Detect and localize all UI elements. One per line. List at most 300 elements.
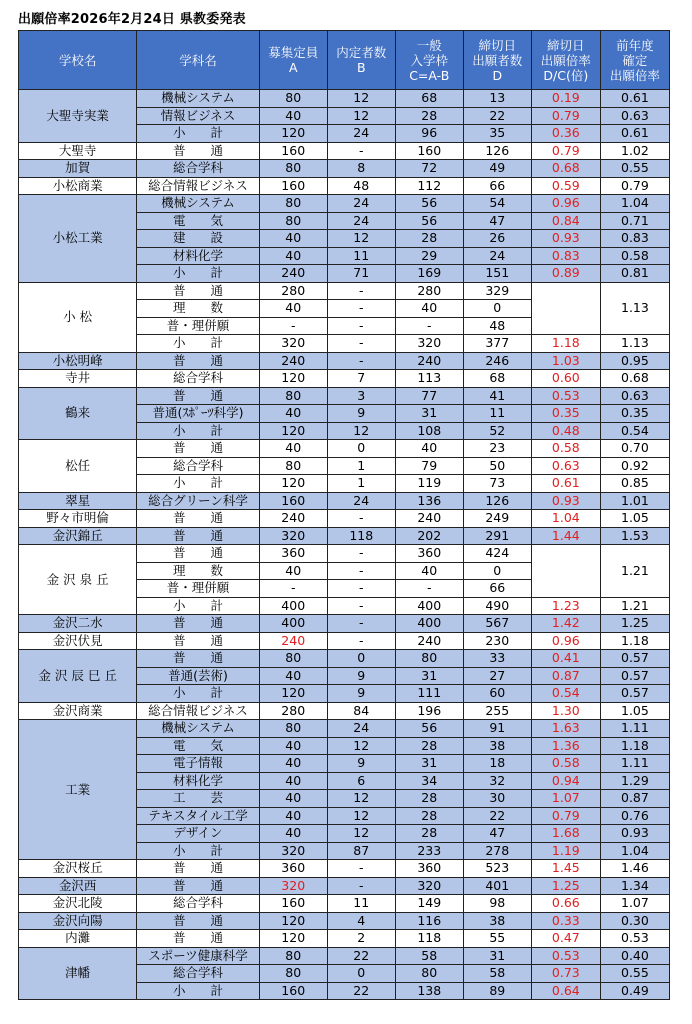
- department-cell: 普 通: [137, 912, 259, 930]
- department-cell: 普・理併願: [137, 580, 259, 598]
- admitted-cell: 9: [327, 755, 395, 773]
- quota-cell: 120: [259, 930, 327, 948]
- table-row: [19, 387, 670, 405]
- school-name-cell: 金 沢 辰 巳 丘: [19, 650, 137, 703]
- school-name-cell: 金沢伏見: [19, 632, 137, 650]
- ratio-cell: 1.30: [531, 702, 600, 720]
- general-slots-cell: 34: [395, 772, 463, 790]
- header-applicants: 締切日 出願者数 D: [463, 31, 531, 90]
- department-cell: 普通(ｽﾎﾟｰﾂ科学): [137, 405, 259, 423]
- ratio-cell: 0.19: [531, 90, 600, 108]
- quota-cell: 160: [259, 177, 327, 195]
- quota-cell: 240: [259, 265, 327, 283]
- applicants-cell: 11: [463, 405, 531, 423]
- prev-ratio-cell: 0.55: [600, 160, 669, 178]
- ratio-cell: 0.68: [531, 160, 600, 178]
- ratio-cell: 0.73: [531, 965, 600, 983]
- ratio-cell: 0.35: [531, 405, 600, 423]
- admitted-cell: 22: [327, 982, 395, 1000]
- admitted-cell: 48: [327, 177, 395, 195]
- department-cell: 普 通: [137, 440, 259, 458]
- admitted-cell: 2: [327, 930, 395, 948]
- department-cell: 総合学科: [137, 965, 259, 983]
- general-slots-cell: 119: [395, 475, 463, 493]
- applicants-cell: 41: [463, 387, 531, 405]
- general-slots-cell: 40: [395, 440, 463, 458]
- general-slots-cell: 116: [395, 912, 463, 930]
- department-cell: デザイン: [137, 825, 259, 843]
- quota-cell: 40: [259, 247, 327, 265]
- prev-ratio-cell: 0.87: [600, 790, 669, 808]
- table-row: [19, 545, 670, 563]
- applicants-cell: 66: [463, 580, 531, 598]
- ratio-cell: 0.36: [531, 125, 600, 143]
- general-slots-cell: 31: [395, 667, 463, 685]
- department-cell: 普 通: [137, 930, 259, 948]
- general-slots-cell: 160: [395, 142, 463, 160]
- department-cell: 普 通: [137, 545, 259, 563]
- applicants-cell: 126: [463, 492, 531, 510]
- prev-ratio-cell: 1.29: [600, 772, 669, 790]
- general-slots-cell: 360: [395, 860, 463, 878]
- prev-ratio-cell: 1.05: [600, 702, 669, 720]
- department-cell: 電 気: [137, 737, 259, 755]
- table-row: [19, 930, 670, 948]
- quota-cell: 360: [259, 545, 327, 563]
- applicants-cell: 401: [463, 877, 531, 895]
- school-name-cell: 工業: [19, 720, 137, 860]
- prev-ratio-cell: 0.81: [600, 265, 669, 283]
- applicants-cell: 24: [463, 247, 531, 265]
- quota-cell: 40: [259, 790, 327, 808]
- quota-cell: 120: [259, 685, 327, 703]
- quota-cell: 280: [259, 282, 327, 300]
- applicants-cell: 523: [463, 860, 531, 878]
- quota-cell: 120: [259, 912, 327, 930]
- prev-ratio-cell-merged: 1.13: [600, 282, 669, 335]
- applicants-cell: 68: [463, 370, 531, 388]
- general-slots-cell: 233: [395, 842, 463, 860]
- department-cell: 総合学科: [137, 457, 259, 475]
- general-slots-cell: 40: [395, 300, 463, 318]
- department-cell: 機械システム: [137, 720, 259, 738]
- department-cell: 電 気: [137, 212, 259, 230]
- admitted-cell: 9: [327, 685, 395, 703]
- school-name-cell: 金沢二水: [19, 615, 137, 633]
- table-row: [19, 860, 670, 878]
- ratio-cell: 0.64: [531, 982, 600, 1000]
- prev-ratio-cell: 0.83: [600, 230, 669, 248]
- department-cell: 普 通: [137, 860, 259, 878]
- admitted-cell: 87: [327, 842, 395, 860]
- department-cell: 普 通: [137, 282, 259, 300]
- prev-ratio-cell: 0.85: [600, 475, 669, 493]
- applicants-cell: 249: [463, 510, 531, 528]
- ratio-cell: 1.19: [531, 842, 600, 860]
- ratio-cell: 0.58: [531, 755, 600, 773]
- applicants-cell: 60: [463, 685, 531, 703]
- general-slots-cell: 196: [395, 702, 463, 720]
- general-slots-cell: 28: [395, 807, 463, 825]
- quota-cell: 40: [259, 405, 327, 423]
- ratio-cell: 1.68: [531, 825, 600, 843]
- general-slots-cell: 56: [395, 195, 463, 213]
- admitted-cell: -: [327, 300, 395, 318]
- quota-cell: -: [259, 580, 327, 598]
- prev-ratio-cell: 1.18: [600, 632, 669, 650]
- admitted-cell: 24: [327, 720, 395, 738]
- ratio-cell: 0.84: [531, 212, 600, 230]
- ratio-cell: 0.87: [531, 667, 600, 685]
- quota-cell: 40: [259, 825, 327, 843]
- school-name-cell: 鶴来: [19, 387, 137, 440]
- prev-ratio-cell: 1.21: [600, 597, 669, 615]
- general-slots-cell: 28: [395, 825, 463, 843]
- table-row: [19, 195, 670, 213]
- admitted-cell: 8: [327, 160, 395, 178]
- ratio-cell: 1.07: [531, 790, 600, 808]
- department-cell: 理 数: [137, 562, 259, 580]
- department-cell: 普 通: [137, 877, 259, 895]
- quota-cell: 40: [259, 107, 327, 125]
- school-name-cell: 翠星: [19, 492, 137, 510]
- general-slots-cell: 108: [395, 422, 463, 440]
- ratio-cell: 0.53: [531, 947, 600, 965]
- ratio-cell: 0.89: [531, 265, 600, 283]
- page-title: 出願倍率2026年2月24日 県教委発表: [18, 12, 246, 27]
- quota-cell: 160: [259, 895, 327, 913]
- quota-cell: 80: [259, 965, 327, 983]
- applicants-cell: 52: [463, 422, 531, 440]
- ratio-cell: 0.94: [531, 772, 600, 790]
- general-slots-cell: -: [395, 317, 463, 335]
- general-slots-cell: 149: [395, 895, 463, 913]
- header-quota: 募集定員 A: [259, 31, 327, 90]
- quota-cell: 40: [259, 737, 327, 755]
- department-cell: 建 設: [137, 230, 259, 248]
- admitted-cell: 12: [327, 825, 395, 843]
- admitted-cell: -: [327, 335, 395, 353]
- prev-ratio-cell: 1.53: [600, 527, 669, 545]
- department-cell: 普 通: [137, 142, 259, 160]
- prev-ratio-cell: 0.35: [600, 405, 669, 423]
- applicants-cell: 66: [463, 177, 531, 195]
- admitted-cell: 9: [327, 667, 395, 685]
- department-cell: 小 計: [137, 335, 259, 353]
- applicants-cell: 89: [463, 982, 531, 1000]
- school-name-cell: 松任: [19, 440, 137, 493]
- header-general-slots: 一般 入学枠 C=A-B: [395, 31, 463, 90]
- ratio-cell: 0.61: [531, 475, 600, 493]
- prev-ratio-cell: 1.04: [600, 195, 669, 213]
- prev-ratio-cell: 0.58: [600, 247, 669, 265]
- general-slots-cell: 80: [395, 650, 463, 668]
- prev-ratio-cell: 0.53: [600, 930, 669, 948]
- applicants-cell: 33: [463, 650, 531, 668]
- admitted-cell: 12: [327, 807, 395, 825]
- table-row: [19, 510, 670, 528]
- admitted-cell: 12: [327, 790, 395, 808]
- general-slots-cell: 360: [395, 545, 463, 563]
- header-department: 学科名: [137, 31, 259, 90]
- department-cell: 材料化学: [137, 247, 259, 265]
- table-row: [19, 632, 670, 650]
- quota-cell: 80: [259, 160, 327, 178]
- applicants-cell: 230: [463, 632, 531, 650]
- applicants-cell: 35: [463, 125, 531, 143]
- department-cell: 普 通: [137, 615, 259, 633]
- applicants-cell: 50: [463, 457, 531, 475]
- department-cell: テキスタイル工学: [137, 807, 259, 825]
- general-slots-cell: 79: [395, 457, 463, 475]
- application-ratio-table: [18, 30, 670, 1000]
- quota-cell: 320: [259, 877, 327, 895]
- department-cell: 総合情報ビジネス: [137, 702, 259, 720]
- applicants-cell: 567: [463, 615, 531, 633]
- quota-cell: 280: [259, 702, 327, 720]
- applicants-cell: 13: [463, 90, 531, 108]
- general-slots-cell: 72: [395, 160, 463, 178]
- school-name-cell: 大聖寺: [19, 142, 137, 160]
- prev-ratio-cell: 0.57: [600, 667, 669, 685]
- general-slots-cell: 320: [395, 877, 463, 895]
- admitted-cell: -: [327, 632, 395, 650]
- table-row: [19, 702, 670, 720]
- ratio-cell: 1.03: [531, 352, 600, 370]
- admitted-cell: 7: [327, 370, 395, 388]
- applicants-cell: 47: [463, 825, 531, 843]
- general-slots-cell: 118: [395, 930, 463, 948]
- quota-cell: 360: [259, 860, 327, 878]
- quota-cell: 40: [259, 300, 327, 318]
- prev-ratio-cell: 0.79: [600, 177, 669, 195]
- quota-cell: 400: [259, 597, 327, 615]
- general-slots-cell: 31: [395, 755, 463, 773]
- quota-cell: 80: [259, 650, 327, 668]
- school-name-cell: 金沢北陵: [19, 895, 137, 913]
- admitted-cell: -: [327, 142, 395, 160]
- prev-ratio-cell: 0.61: [600, 90, 669, 108]
- department-cell: 総合学科: [137, 895, 259, 913]
- quota-cell: 120: [259, 475, 327, 493]
- quota-cell: 400: [259, 615, 327, 633]
- quota-cell: 120: [259, 370, 327, 388]
- school-name-cell: 金沢桜丘: [19, 860, 137, 878]
- applicants-cell: 55: [463, 930, 531, 948]
- department-cell: 電子情報: [137, 755, 259, 773]
- general-slots-cell: 113: [395, 370, 463, 388]
- ratio-cell: 0.93: [531, 492, 600, 510]
- prev-ratio-cell: 1.11: [600, 755, 669, 773]
- general-slots-cell: 400: [395, 597, 463, 615]
- department-cell: 工 芸: [137, 790, 259, 808]
- admitted-cell: -: [327, 615, 395, 633]
- general-slots-cell: 28: [395, 107, 463, 125]
- applicants-cell: 377: [463, 335, 531, 353]
- school-name-cell: 小松工業: [19, 195, 137, 283]
- admitted-cell: 4: [327, 912, 395, 930]
- quota-cell: 80: [259, 195, 327, 213]
- admitted-cell: -: [327, 282, 395, 300]
- quota-cell: 80: [259, 947, 327, 965]
- ratio-cell: 0.79: [531, 142, 600, 160]
- department-cell: 普・理併願: [137, 317, 259, 335]
- department-cell: 小 計: [137, 422, 259, 440]
- ratio-cell: 0.60: [531, 370, 600, 388]
- department-cell: 機械システム: [137, 90, 259, 108]
- ratio-cell: 1.36: [531, 737, 600, 755]
- ratio-cell-merged: [531, 545, 600, 598]
- general-slots-cell: 28: [395, 737, 463, 755]
- admitted-cell: 1: [327, 457, 395, 475]
- quota-cell: 320: [259, 842, 327, 860]
- general-slots-cell: 136: [395, 492, 463, 510]
- ratio-cell: 0.79: [531, 107, 600, 125]
- department-cell: 普 通: [137, 650, 259, 668]
- quota-cell: 80: [259, 90, 327, 108]
- quota-cell: 40: [259, 562, 327, 580]
- school-name-cell: 野々市明倫: [19, 510, 137, 528]
- quota-cell: 80: [259, 212, 327, 230]
- table-row: [19, 370, 670, 388]
- quota-cell: 40: [259, 807, 327, 825]
- prev-ratio-cell: 0.93: [600, 825, 669, 843]
- table-row: [19, 492, 670, 510]
- applicants-cell: 26: [463, 230, 531, 248]
- applicants-cell: 246: [463, 352, 531, 370]
- applicants-cell: 30: [463, 790, 531, 808]
- admitted-cell: 12: [327, 737, 395, 755]
- prev-ratio-cell: 0.68: [600, 370, 669, 388]
- header-admitted: 内定者数 B: [327, 31, 395, 90]
- applicants-cell: 22: [463, 107, 531, 125]
- ratio-cell: 0.66: [531, 895, 600, 913]
- general-slots-cell: 400: [395, 615, 463, 633]
- general-slots-cell: 28: [395, 230, 463, 248]
- applicants-cell: 22: [463, 807, 531, 825]
- applicants-cell: 18: [463, 755, 531, 773]
- ratio-cell: 0.96: [531, 195, 600, 213]
- table-row: [19, 615, 670, 633]
- admitted-cell: 0: [327, 440, 395, 458]
- general-slots-cell: 56: [395, 212, 463, 230]
- quota-cell: -: [259, 317, 327, 335]
- department-cell: 普 通: [137, 527, 259, 545]
- school-name-cell: 金沢錦丘: [19, 527, 137, 545]
- department-cell: 小 計: [137, 685, 259, 703]
- applicants-cell: 23: [463, 440, 531, 458]
- applicants-cell: 47: [463, 212, 531, 230]
- prev-ratio-cell: 1.01: [600, 492, 669, 510]
- admitted-cell: 22: [327, 947, 395, 965]
- department-cell: 小 計: [137, 982, 259, 1000]
- applicants-cell: 38: [463, 737, 531, 755]
- table-row: [19, 527, 670, 545]
- quota-cell: 40: [259, 772, 327, 790]
- school-name-cell: 大聖寺実業: [19, 90, 137, 143]
- prev-ratio-cell-merged: 1.21: [600, 545, 669, 598]
- department-cell: 普 通: [137, 387, 259, 405]
- applicants-cell: 98: [463, 895, 531, 913]
- general-slots-cell: 40: [395, 562, 463, 580]
- prev-ratio-cell: 0.54: [600, 422, 669, 440]
- quota-cell: 320: [259, 527, 327, 545]
- admitted-cell: 12: [327, 230, 395, 248]
- general-slots-cell: 28: [395, 790, 463, 808]
- department-cell: 普通(芸術): [137, 667, 259, 685]
- ratio-cell: 1.44: [531, 527, 600, 545]
- quota-cell: 80: [259, 720, 327, 738]
- ratio-cell: 0.41: [531, 650, 600, 668]
- department-cell: 総合学科: [137, 160, 259, 178]
- quota-cell: 160: [259, 492, 327, 510]
- table-row: [19, 142, 670, 160]
- admitted-cell: 24: [327, 212, 395, 230]
- admitted-cell: -: [327, 352, 395, 370]
- school-name-cell: 寺井: [19, 370, 137, 388]
- school-name-cell: 小松商業: [19, 177, 137, 195]
- ratio-cell: 0.93: [531, 230, 600, 248]
- ratio-cell: 0.33: [531, 912, 600, 930]
- admitted-cell: 12: [327, 107, 395, 125]
- school-name-cell: 金沢商業: [19, 702, 137, 720]
- prev-ratio-cell: 1.46: [600, 860, 669, 878]
- school-name-cell: 津幡: [19, 947, 137, 1000]
- table-row: [19, 177, 670, 195]
- applicants-cell: 126: [463, 142, 531, 160]
- prev-ratio-cell: 1.13: [600, 335, 669, 353]
- prev-ratio-cell: 0.57: [600, 650, 669, 668]
- applicants-cell: 54: [463, 195, 531, 213]
- general-slots-cell: 29: [395, 247, 463, 265]
- school-name-cell: 金沢西: [19, 877, 137, 895]
- quota-cell: 40: [259, 230, 327, 248]
- school-name-cell: 内灘: [19, 930, 137, 948]
- prev-ratio-cell: 0.95: [600, 352, 669, 370]
- quota-cell: 160: [259, 142, 327, 160]
- admitted-cell: 3: [327, 387, 395, 405]
- quota-cell: 120: [259, 125, 327, 143]
- quota-cell: 160: [259, 982, 327, 1000]
- general-slots-cell: -: [395, 580, 463, 598]
- general-slots-cell: 169: [395, 265, 463, 283]
- prev-ratio-cell: 1.25: [600, 615, 669, 633]
- department-cell: 普 通: [137, 352, 259, 370]
- admitted-cell: 118: [327, 527, 395, 545]
- department-cell: 小 計: [137, 265, 259, 283]
- admitted-cell: 0: [327, 650, 395, 668]
- department-cell: 小 計: [137, 597, 259, 615]
- applicants-cell: 27: [463, 667, 531, 685]
- quota-cell: 40: [259, 667, 327, 685]
- general-slots-cell: 240: [395, 632, 463, 650]
- prev-ratio-cell: 1.04: [600, 842, 669, 860]
- general-slots-cell: 112: [395, 177, 463, 195]
- ratio-cell-merged: [531, 282, 600, 335]
- admitted-cell: -: [327, 545, 395, 563]
- applicants-cell: 49: [463, 160, 531, 178]
- department-cell: 機械システム: [137, 195, 259, 213]
- general-slots-cell: 240: [395, 510, 463, 528]
- ratio-cell: 0.53: [531, 387, 600, 405]
- prev-ratio-cell: 0.49: [600, 982, 669, 1000]
- applicants-cell: 291: [463, 527, 531, 545]
- admitted-cell: -: [327, 317, 395, 335]
- ratio-cell: 1.18: [531, 335, 600, 353]
- header-school: 学校名: [19, 31, 137, 90]
- department-cell: 材料化学: [137, 772, 259, 790]
- applicants-cell: 151: [463, 265, 531, 283]
